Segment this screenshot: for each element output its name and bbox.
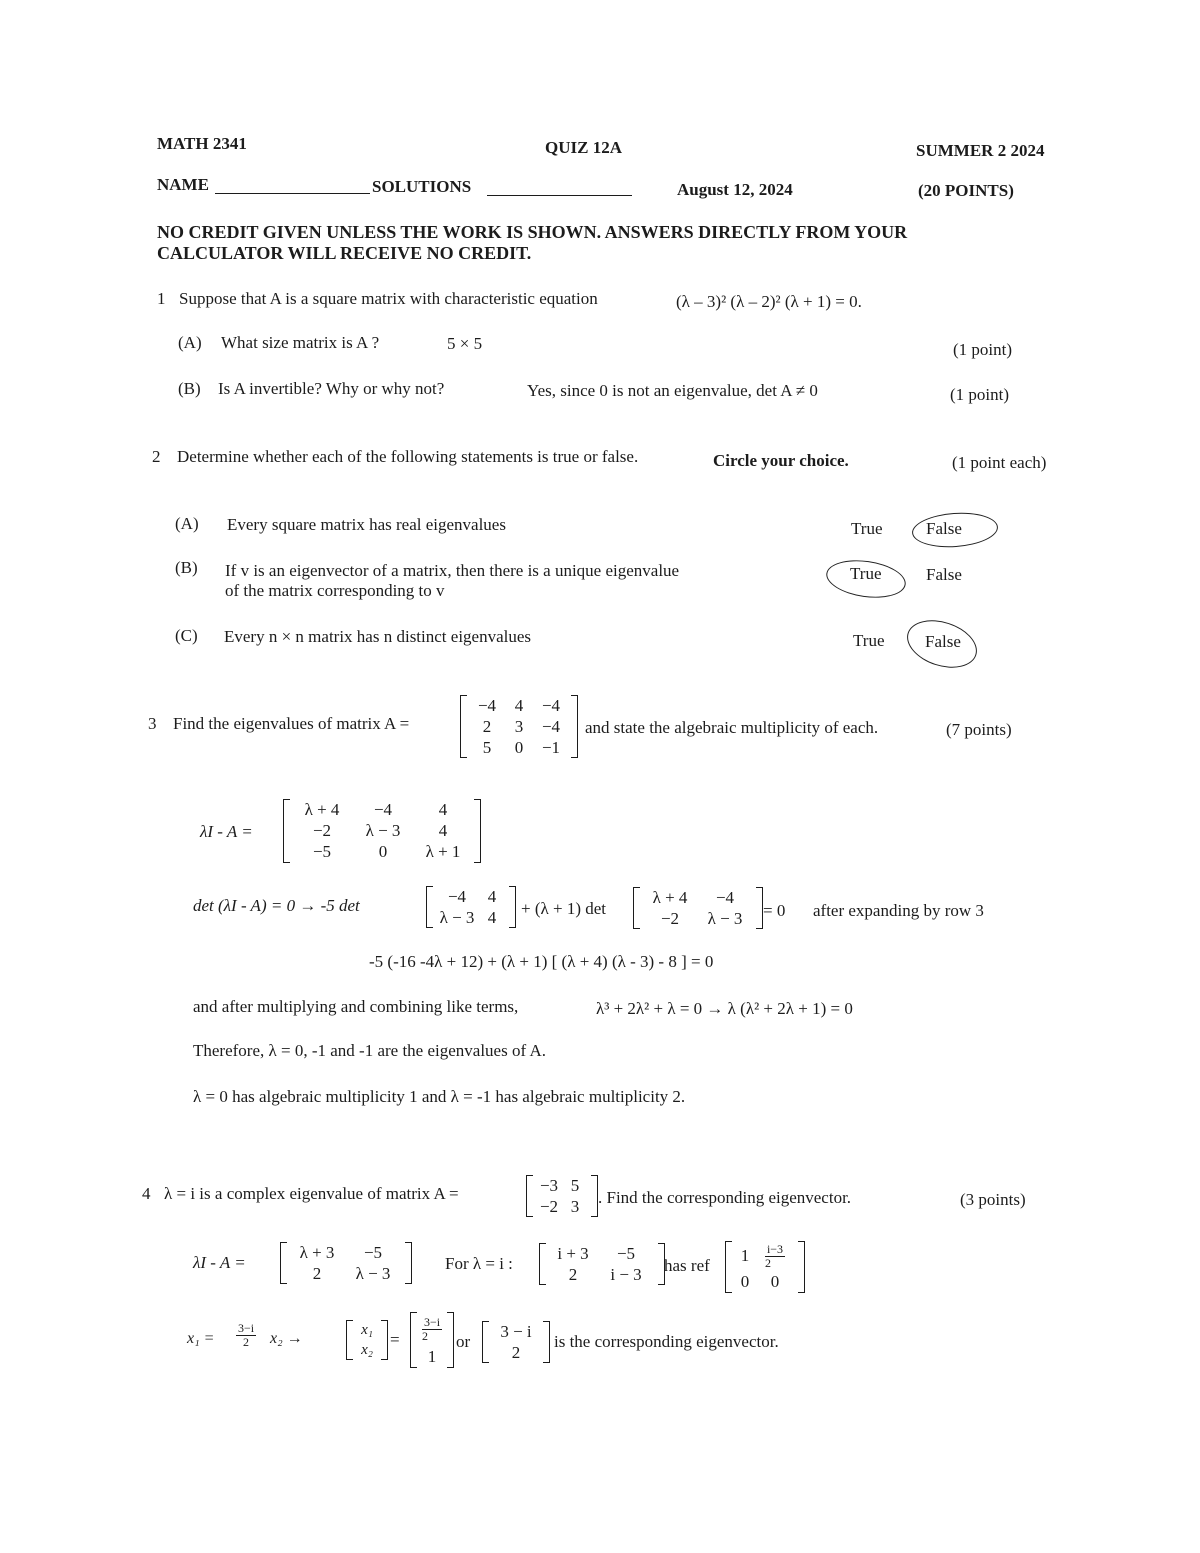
q3-matrix-li-a: [283, 799, 481, 863]
matrix-entry: 4: [438, 820, 448, 840]
left-bracket: [482, 1321, 489, 1363]
q2-emphasis: Circle your choice.: [713, 451, 849, 470]
q4-x1-text: x₁ =: [187, 1330, 215, 1347]
right-bracket: [474, 799, 481, 863]
right-bracket: [756, 887, 763, 929]
matrix-entry: 2: [511, 1342, 521, 1362]
q1b-label: (B): [178, 379, 201, 398]
matrix-entry: 1: [427, 1347, 437, 1366]
q3-text-before: Find the eigenvalues of matrix A =: [173, 714, 410, 733]
matrix-entry: −5: [616, 1243, 636, 1263]
q3-det-matrix-1-grid: [433, 886, 509, 928]
q4-matrix-i: [539, 1243, 665, 1285]
q4-ref-matrix: [725, 1241, 805, 1293]
matrix-entry: −4: [541, 716, 561, 736]
q4-vector-alt: [482, 1321, 550, 1363]
q4-vector-alt-grid: [489, 1321, 543, 1363]
matrix-entry: λ − 3: [439, 907, 475, 927]
q3-therefore: Therefore, λ = 0, -1 and -1 are the eigenvalues of A.: [193, 1041, 546, 1060]
q2b-statement-line-1: If v is an eigenvector of a matrix, then there is a unique eigenvalue: [225, 561, 680, 580]
q4-matrix-a: [526, 1175, 598, 1217]
matrix-entry: −2: [660, 908, 680, 928]
q3-combine-text: and after multiplying and combining like terms,: [193, 997, 519, 1016]
notice-line-1: NO CREDIT GIVEN UNLESS THE WORK IS SHOWN. ANSWERS DIRECTLY FROM YOUR: [157, 222, 908, 242]
matrix-entry: −4: [477, 695, 497, 715]
fraction-part: 3−i: [423, 1314, 441, 1329]
matrix-entry: λ + 4: [652, 887, 688, 907]
matrix-entry: i − 3: [610, 1264, 642, 1284]
q2a-label: (A): [175, 514, 199, 533]
right-bracket: [571, 695, 578, 758]
name-value: SOLUTIONS: [372, 177, 472, 196]
q4-number: 4: [142, 1184, 151, 1203]
q4-points: (3 points): [960, 1190, 1026, 1209]
matrix-entry: 3 − i: [500, 1321, 532, 1341]
q2b-statement-line-2: of the matrix corresponding to v: [225, 581, 445, 600]
left-bracket: [526, 1175, 533, 1217]
q1-text: Suppose that A is a square matrix with characteristic equation: [179, 289, 598, 308]
left-bracket: [283, 799, 290, 863]
matrix-entry: −5: [312, 841, 332, 861]
q3-matrix-a-grid: [467, 695, 571, 758]
q2b-true: True: [850, 564, 882, 583]
q3-det-lhs: det (λI - A) = 0 → -5 det: [193, 896, 360, 915]
matrix-entry: 2: [482, 716, 492, 736]
name-underline-left: [215, 193, 370, 194]
right-bracket: [591, 1175, 598, 1217]
q1b-points: (1 point): [950, 385, 1010, 404]
matrix-entry: −4: [373, 799, 393, 819]
q4-equals: =: [390, 1330, 400, 1349]
matrix-entry: 0: [740, 1272, 750, 1291]
q4-ref-fraction: [765, 1243, 785, 1270]
q3-expansion: -5 (-16 -4λ + 12) + (λ + 1) [ (λ + 4) (λ - 3) - 8 ] = 0: [369, 952, 714, 971]
q4-vector-solution: [410, 1312, 454, 1368]
fraction-part: i−3: [766, 1241, 784, 1256]
q2b-label: (B): [175, 558, 198, 577]
term: SUMMER 2 2024: [916, 141, 1045, 160]
q4-has-ref: has ref: [664, 1256, 710, 1275]
q1-equation: (λ – 3)² (λ – 2)² (λ + 1) = 0.: [676, 292, 862, 311]
fraction-part: 2: [243, 1335, 250, 1349]
q2a-choice-circle: [911, 510, 999, 550]
q3-multiplicity: λ = 0 has algebraic multiplicity 1 and λ = -1 has algebraic multiplicity 2.: [193, 1087, 686, 1106]
q4-vector-x-grid: [353, 1320, 381, 1360]
q4-text-after: . Find the corresponding eigenvector.: [598, 1188, 852, 1207]
matrix-entry: λ + 4: [304, 799, 340, 819]
matrix-entry: 4: [487, 886, 497, 906]
q3-matrix-li-a-grid: [290, 799, 474, 863]
q4-matrix-li-a: [280, 1242, 412, 1284]
q4-or: or: [456, 1332, 471, 1351]
q4-conclusion: is the corresponding eigenvector.: [554, 1332, 779, 1351]
q1a-label: (A): [178, 333, 202, 352]
q2c-false: False: [925, 632, 961, 651]
matrix-entry: 5: [482, 737, 492, 757]
q2a-statement: Every square matrix has real eigenvalues: [227, 515, 506, 534]
q3-det-mid: + (λ + 1) det: [521, 899, 607, 918]
matrix-entry: i + 3: [557, 1243, 589, 1263]
matrix-entry: 0: [770, 1272, 780, 1291]
left-bracket: [539, 1243, 546, 1285]
fraction-part: [236, 1322, 256, 1349]
matrix-entry: −4: [447, 886, 467, 906]
left-bracket: [410, 1312, 417, 1368]
total-points: (20 POINTS): [918, 181, 1014, 200]
q4-x1-fraction: [236, 1322, 256, 1349]
q4-vector-solution-grid: [417, 1312, 447, 1368]
q1b-question: Is A invertible? Why or why not?: [218, 379, 445, 398]
matrix-entry: −2: [539, 1196, 559, 1216]
q3-points: (7 points): [946, 720, 1012, 739]
q4-ref-matrix-grid: [732, 1241, 798, 1293]
q2c-label: (C): [175, 626, 198, 645]
name-label: NAME: [157, 175, 209, 194]
q2a-false: False: [926, 519, 962, 538]
q2b-false: False: [926, 565, 962, 584]
q4-x2-text: x₂ →: [270, 1330, 303, 1347]
q3-text-after: and state the algebraic multiplicity of each.: [585, 718, 879, 737]
matrix-entry: λ − 3: [707, 908, 743, 928]
notice-line-2: CALCULATOR WILL RECEIVE NO CREDIT.: [157, 243, 532, 263]
q4-for-text: For λ = i :: [445, 1254, 513, 1273]
q1a-question: What size matrix is A ?: [221, 333, 380, 352]
left-bracket: [280, 1242, 287, 1284]
right-bracket: [381, 1320, 388, 1360]
matrix-entry: −4: [715, 887, 735, 907]
matrix-entry: λ + 1: [425, 841, 461, 861]
quiz-date: August 12, 2024: [677, 180, 793, 199]
q2-text: Determine whether each of the following statements is true or false.: [177, 447, 639, 466]
fraction-part: 2: [421, 1328, 428, 1343]
q2c-choice-circle: [901, 612, 983, 676]
left-bracket: [633, 887, 640, 929]
q3-det-rhs: = 0: [763, 901, 786, 920]
q4-vector-x: [346, 1320, 388, 1360]
q2c-statement: Every n × n matrix has n distinct eigenvalues: [224, 627, 532, 646]
matrix-entry: −5: [363, 1242, 383, 1262]
q3-det-note: after expanding by row 3: [813, 901, 984, 920]
left-bracket: [725, 1241, 732, 1293]
matrix-entry: 3: [570, 1196, 580, 1216]
q1-number: 1: [157, 289, 166, 308]
fraction-part: 2: [764, 1255, 771, 1270]
matrix-entry: x₂: [361, 1341, 373, 1358]
q4-lhs: λI - A =: [193, 1253, 246, 1272]
q3-det-matrix-1: [426, 886, 516, 928]
matrix-entry: 0: [514, 737, 524, 757]
q2b-choice-circle: [824, 556, 908, 603]
q3-det-matrix-2: [633, 887, 763, 929]
matrix-entry: 2: [312, 1263, 322, 1283]
right-bracket: [447, 1312, 454, 1368]
matrix-entry: 0: [378, 841, 388, 861]
matrix-entry: λ − 3: [365, 820, 401, 840]
q4-matrix-i-grid: [546, 1243, 658, 1285]
q3-number: 3: [148, 714, 157, 733]
right-bracket: [509, 886, 516, 928]
q3-combine-eq: λ³ + 2λ² + λ = 0 → λ (λ² + 2λ + 1) = 0: [596, 999, 853, 1018]
matrix-entry: −3: [539, 1175, 559, 1195]
matrix-entry: −1: [541, 737, 561, 757]
left-bracket: [426, 886, 433, 928]
fraction-part: 3−i: [238, 1321, 255, 1335]
q4-matrix-li-a-grid: [287, 1242, 405, 1284]
right-bracket: [405, 1242, 412, 1284]
matrix-entry: [422, 1316, 442, 1343]
matrix-entry: 3: [514, 716, 524, 736]
left-bracket: [346, 1320, 353, 1360]
q1b-answer: Yes, since 0 is not an eigenvalue, det A ≠ 0: [527, 381, 818, 400]
matrix-entry: x₁: [361, 1321, 373, 1338]
q3-matrix-a: [460, 695, 578, 758]
right-bracket: [798, 1241, 805, 1293]
q3-lhs: λI - A =: [200, 822, 253, 841]
q4-matrix-a-grid: [533, 1175, 591, 1217]
quiz-title: QUIZ 12A: [545, 138, 622, 157]
matrix-entry: 4: [438, 799, 448, 819]
matrix-entry: 1: [740, 1246, 750, 1265]
q2-number: 2: [152, 447, 161, 466]
name-underline-right: [487, 195, 632, 196]
matrix-entry: 4: [487, 907, 497, 927]
matrix-entry: −2: [312, 820, 332, 840]
q3-det-matrix-2-grid: [640, 887, 756, 929]
matrix-entry: 5: [570, 1175, 580, 1195]
q1a-answer: 5 × 5: [447, 334, 483, 353]
q2a-true: True: [851, 519, 883, 538]
q1a-points: (1 point): [953, 340, 1013, 359]
course-code: MATH 2341: [157, 134, 247, 153]
matrix-entry: 4: [514, 695, 524, 715]
matrix-entry: λ + 3: [299, 1242, 335, 1262]
matrix-entry: −4: [541, 695, 561, 715]
q2c-true: True: [853, 631, 885, 650]
left-bracket: [460, 695, 467, 758]
right-bracket: [543, 1321, 550, 1363]
q2-points: (1 point each): [952, 453, 1047, 472]
matrix-entry: 2: [568, 1264, 578, 1284]
q4-text-before: λ = i is a complex eigenvalue of matrix A =: [164, 1184, 459, 1203]
matrix-entry: λ − 3: [355, 1263, 391, 1283]
